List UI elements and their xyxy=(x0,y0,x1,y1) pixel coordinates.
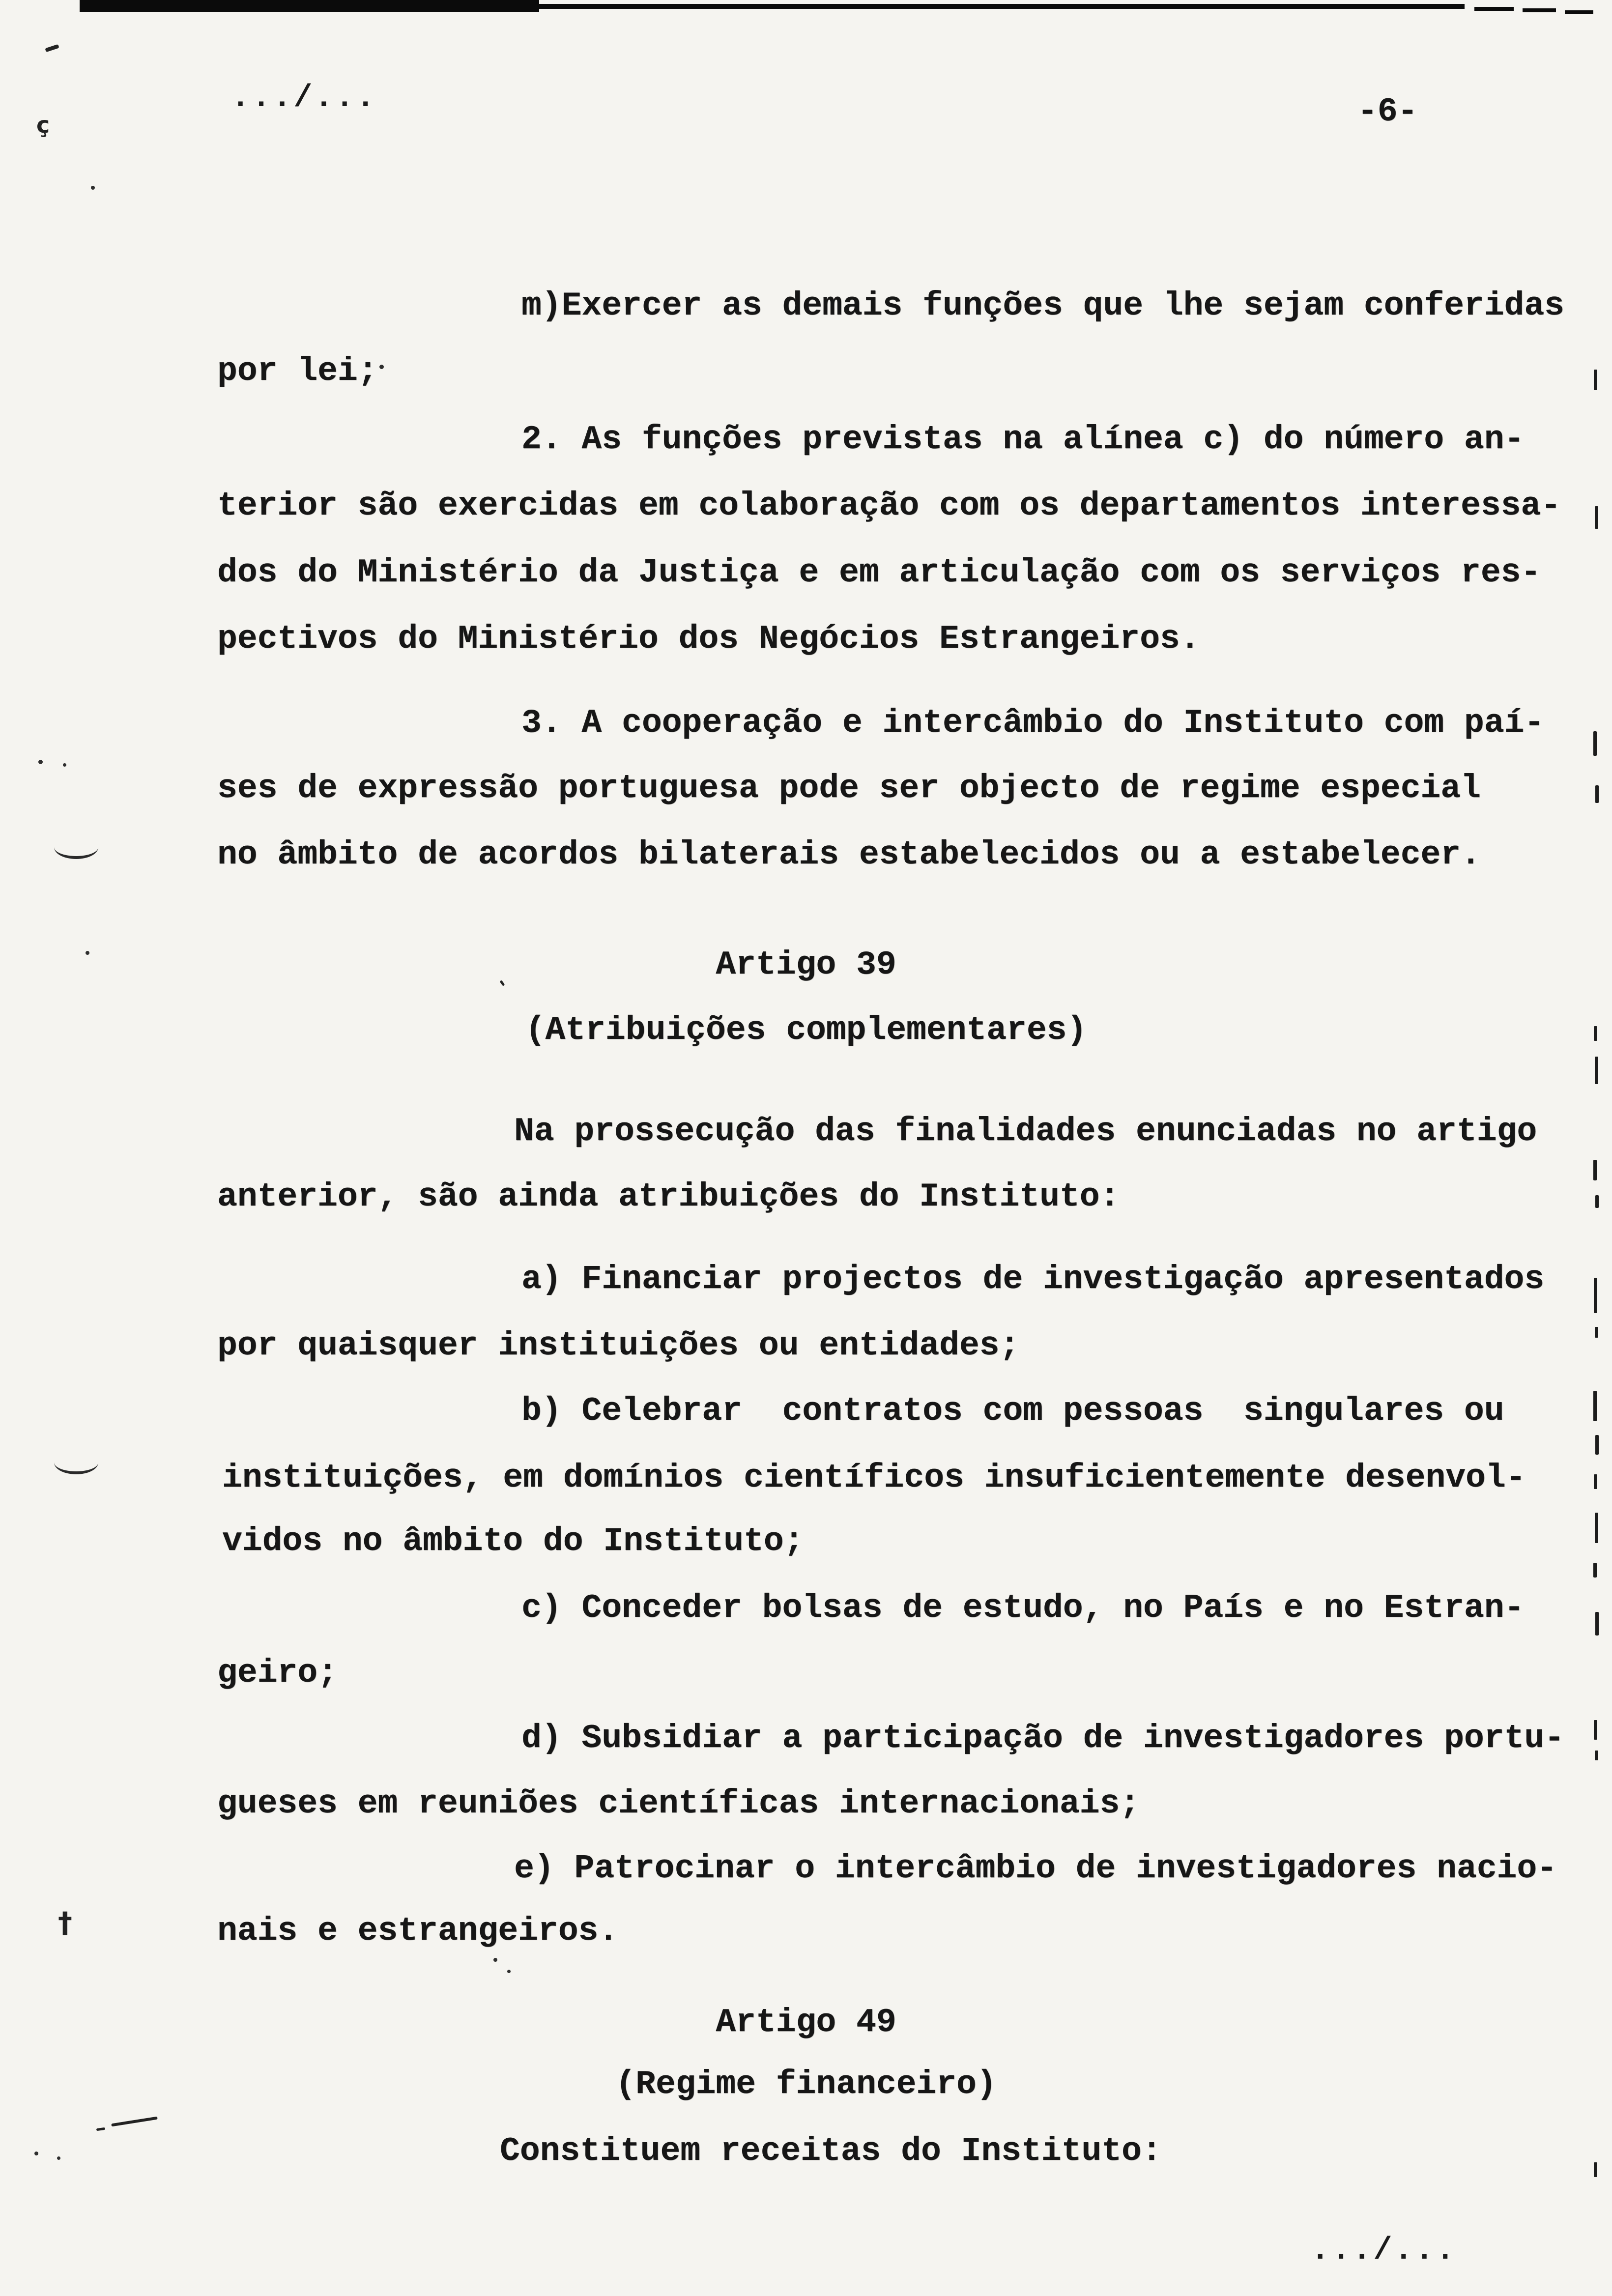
text-line: anterior, são ainda atribuições do Instituto: xyxy=(217,1178,1120,1216)
scan-artifact xyxy=(1595,1195,1599,1208)
text-line: no âmbito de acordos bilaterais estabelecidos ou a estabelecer. xyxy=(217,836,1481,874)
scan-artifact xyxy=(1594,1720,1597,1740)
cross-mark: † xyxy=(58,1906,72,1939)
article-heading: Artigo 39 xyxy=(716,946,896,984)
text-line: ses de expressão portuguesa pode ser objecto de regime especial xyxy=(217,770,1481,807)
scan-artifact xyxy=(1595,1057,1598,1084)
text-line: d) Subsidiar a participação de investigadores portu- xyxy=(521,1720,1564,1757)
ink-speck xyxy=(379,365,384,369)
scan-edge-dash xyxy=(1474,7,1514,11)
text-line: a) Financiar projectos de investigação apresentados xyxy=(521,1261,1545,1298)
text-line: m)Exercer as demais funções que lhe sejam conferidas xyxy=(521,287,1564,325)
ink-speck xyxy=(63,763,66,767)
ink-speck xyxy=(493,1958,497,1962)
text-line: Na prossecução das finalidades enunciadas no artigo xyxy=(514,1113,1537,1150)
text-line: e) Patrocinar o intercâmbio de investigadores nacio- xyxy=(514,1850,1557,1888)
text-line: terior são exercidas em colaboração com os departamentos interessa- xyxy=(217,487,1561,525)
scan-artifact xyxy=(1594,370,1597,390)
scan-edge-line xyxy=(538,4,1465,9)
scan-edge-dash xyxy=(1565,10,1593,14)
ink-speck xyxy=(34,2152,38,2155)
scan-artifact xyxy=(1595,1751,1598,1760)
page-number: -6- xyxy=(1357,93,1418,131)
text-line: 3. A cooperação e intercâmbio do Instituto com paí- xyxy=(521,704,1545,742)
cedilla-mark: ç xyxy=(36,112,50,138)
text-line: por quaisquer instituições ou entidades; xyxy=(217,1327,1020,1365)
ink-speck xyxy=(57,2156,60,2160)
handwritten-arc-mark xyxy=(54,1451,98,1474)
scan-artifact xyxy=(1595,1435,1599,1455)
text-line: pectivos do Ministério dos Negócios Estrangeiros. xyxy=(217,620,1200,658)
ink-speck xyxy=(91,186,95,190)
text-line: Constituem receitas do Instituto: xyxy=(500,2132,1162,2170)
text-line: por lei; xyxy=(217,352,378,390)
scan-artifact xyxy=(1594,1474,1597,1489)
text-line: dos do Ministério da Justiça e em articulação com os serviços res- xyxy=(217,554,1541,592)
ink-speck xyxy=(38,760,43,764)
pen-mark xyxy=(45,44,59,52)
text-line: instituições, em domínios científicos insuficientemente desenvol- xyxy=(222,1459,1526,1497)
text-line: 2. As funções previstas na alínea c) do número an- xyxy=(521,421,1525,459)
scan-artifact xyxy=(1595,506,1598,529)
text-line: geiro; xyxy=(217,1654,338,1692)
continuation-mark-bottom: .../... xyxy=(1311,2233,1457,2268)
continuation-mark-top: .../... xyxy=(231,81,377,116)
scan-artifact xyxy=(1594,2162,1597,2177)
text-line: gueses em reuniões científicas internacionais; xyxy=(217,1785,1140,1823)
scan-edge-dash xyxy=(1523,8,1556,12)
pen-mark xyxy=(111,2117,158,2127)
handwritten-arc-mark xyxy=(54,835,98,859)
text-line: c) Conceder bolsas de estudo, no País e no Estran- xyxy=(521,1589,1525,1627)
scan-artifact xyxy=(1593,1391,1597,1421)
ink-speck xyxy=(86,951,89,955)
article-heading: Artigo 49 xyxy=(716,2004,896,2041)
scan-artifact xyxy=(1594,1278,1597,1313)
text-line: vidos no âmbito do Instituto; xyxy=(222,1522,804,1560)
ink-speck xyxy=(507,1970,511,1973)
text-line: b) Celebrar contratos com pessoas singulares ou xyxy=(521,1392,1504,1430)
scan-artifact xyxy=(1595,785,1599,803)
tick-mark xyxy=(500,980,505,986)
scan-edge-bar xyxy=(80,0,539,12)
scan-artifact xyxy=(1595,1327,1598,1338)
scan-artifact xyxy=(1593,1160,1597,1180)
scan-artifact xyxy=(1595,1612,1599,1636)
article-subtitle: (Regime financeiro) xyxy=(615,2066,997,2103)
scan-artifact xyxy=(1595,1513,1598,1543)
article-subtitle: (Atribuições complementares) xyxy=(525,1011,1087,1049)
scan-artifact xyxy=(1594,1026,1597,1041)
scan-artifact xyxy=(1593,1563,1597,1578)
scan-artifact xyxy=(1593,731,1597,756)
text-line: nais e estrangeiros. xyxy=(217,1912,619,1950)
pen-mark xyxy=(96,2127,106,2131)
